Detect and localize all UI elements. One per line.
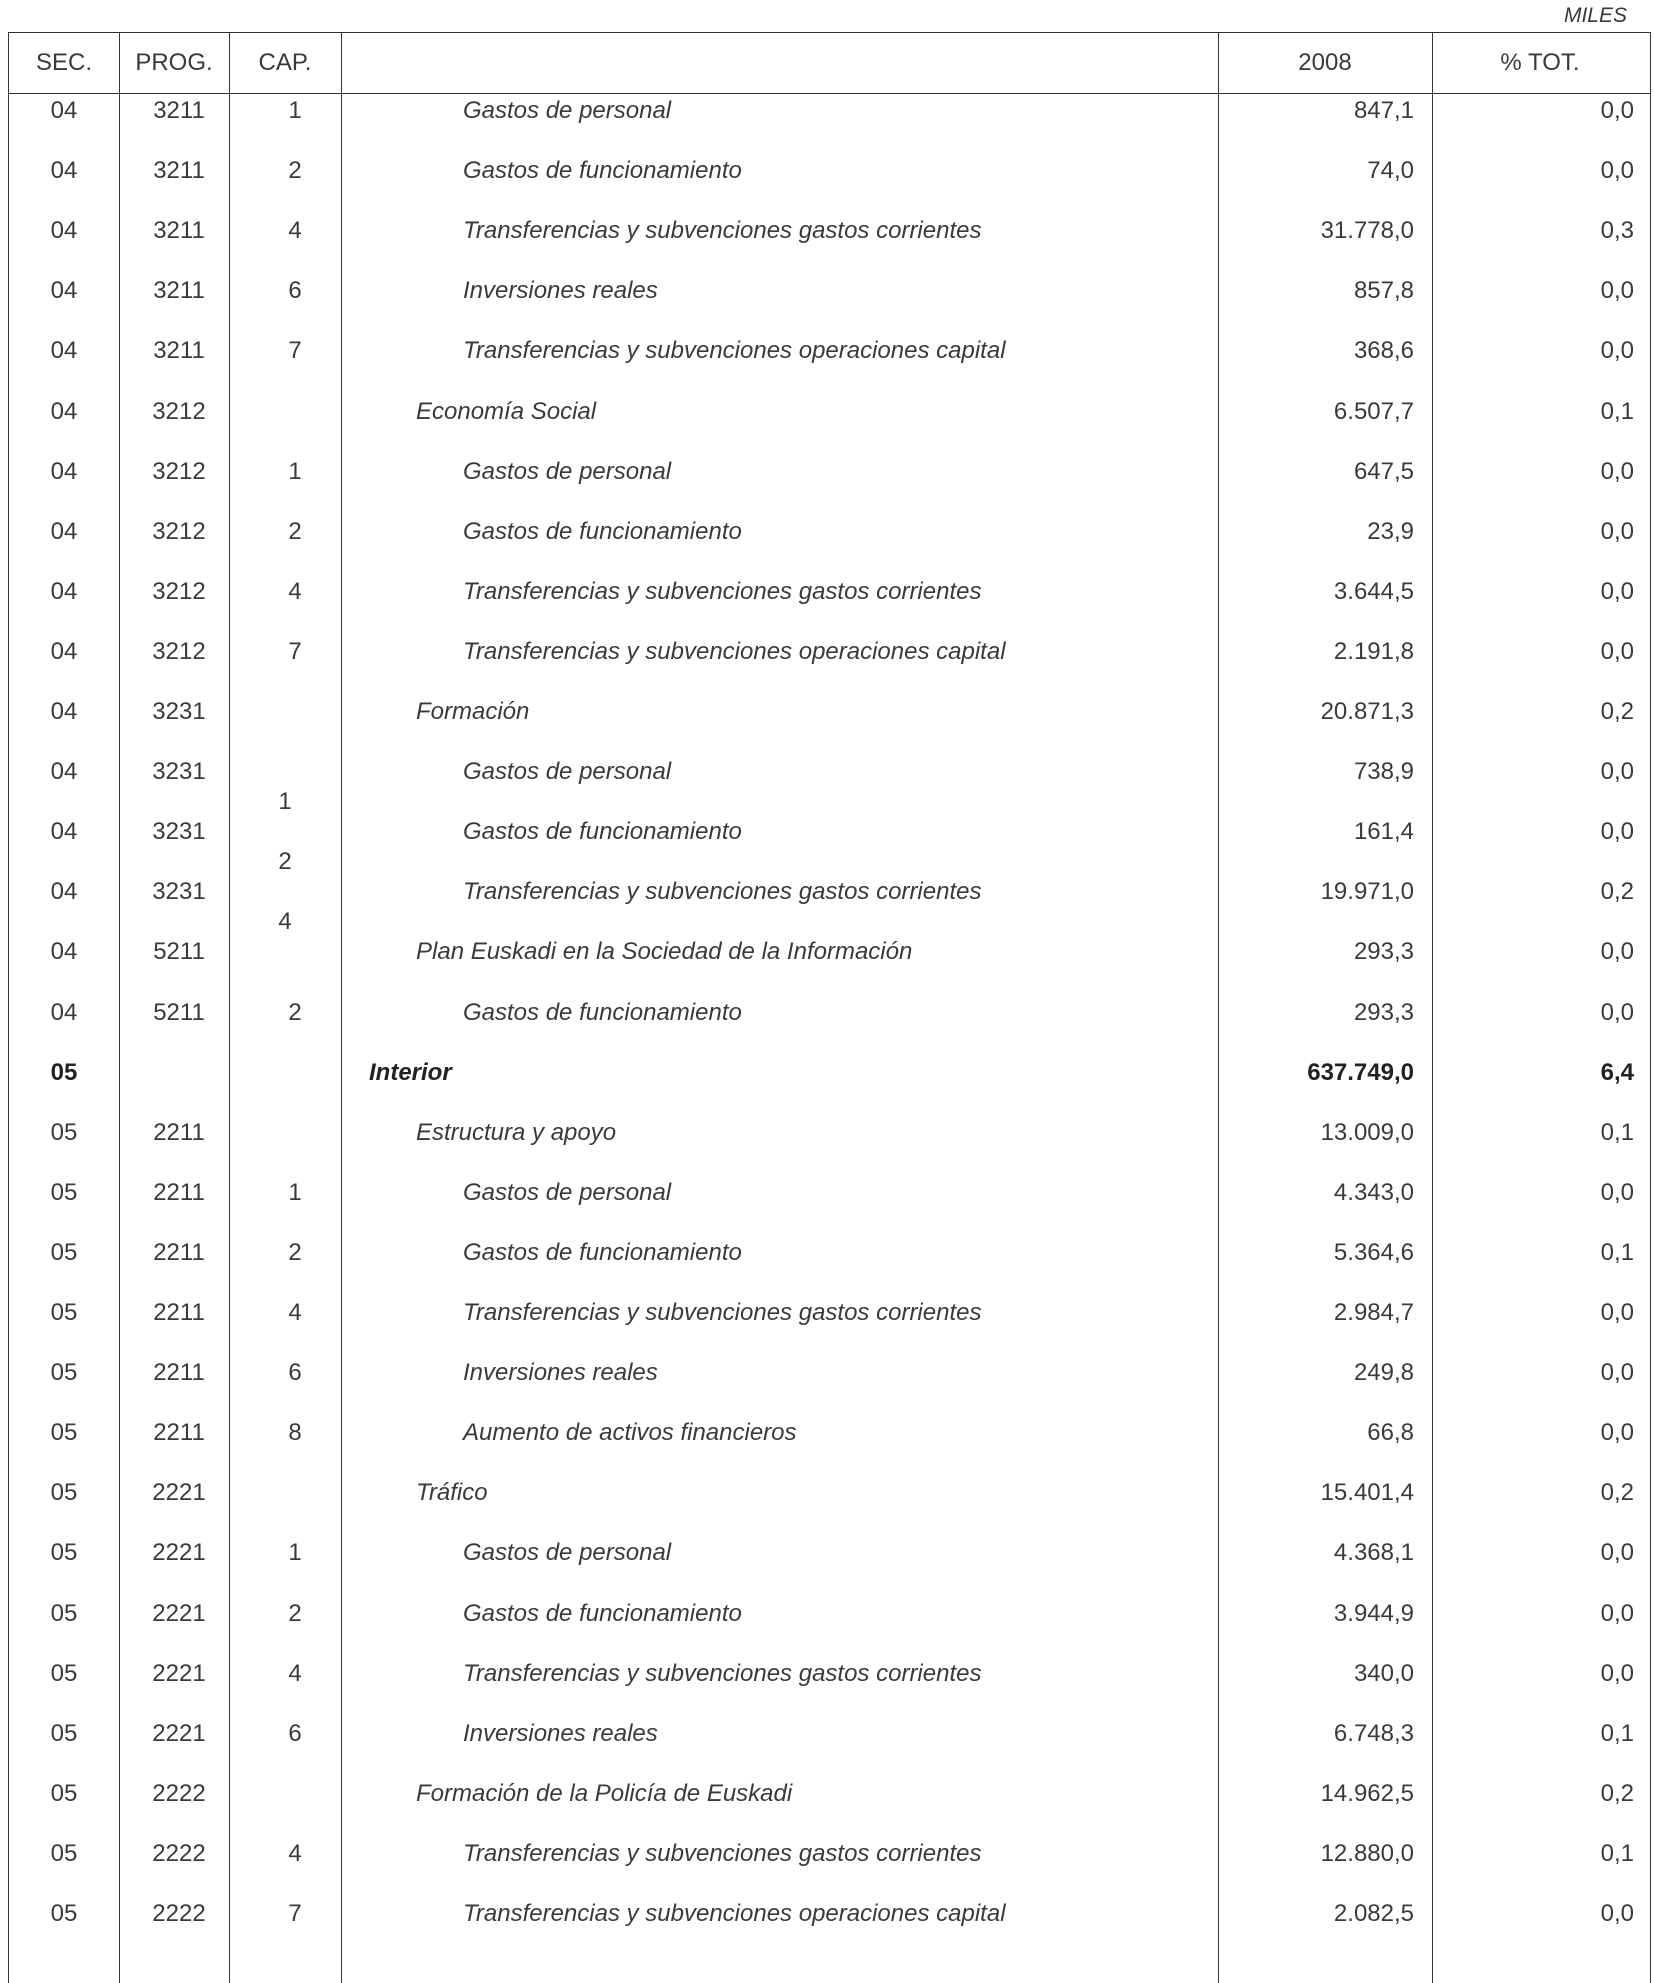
table-row [9,983,1650,1043]
cell-prog: 2222 [152,1900,206,1927]
cell-cap: 7 [288,337,302,365]
table-row [9,622,1650,682]
cell-desc: Formación de la Policía de Euskadi [416,1779,793,1807]
unit-label: MILES [1563,4,1627,27]
table-row [9,261,1650,321]
cell-val: 857,8 [1353,277,1414,305]
cell-desc: Inversiones reales [463,277,658,305]
cell-prog: 3211 [153,277,205,305]
cell-cap: 7 [288,1900,302,1927]
cell-pct: 0,1 [1600,1839,1634,1867]
cell-prog: 2211 [153,1419,205,1447]
cell-desc: Tráfico [416,1479,488,1507]
cell-val: 14.962,5 [1320,1779,1414,1807]
cell-cap: 6 [288,1359,302,1387]
cell-pct: 0,2 [1600,1779,1634,1807]
table-row [9,442,1650,502]
cell-sec: 05 [50,1118,78,1146]
cell-desc: Formación [416,698,530,725]
cell-desc: Gastos de funcionamiento [463,157,742,185]
cell-pct: 0,1 [1600,1719,1634,1747]
cell-prog: 3211 [153,217,205,245]
cell-val: 74,0 [1367,157,1414,185]
cell-sec: 04 [50,878,78,906]
cell-prog: 2221 [152,1539,206,1567]
cell-pct: 6,4 [1600,1058,1634,1086]
cell-cap-offset: 2 [278,848,292,876]
cell-sec: 04 [50,698,78,725]
cell-desc: Transferencias y subvenciones gastos corrientes [463,577,982,605]
cell-val: 161,4 [1353,818,1414,846]
cell-sec: 05 [50,1539,78,1567]
cell-cap: 2 [288,1238,302,1266]
cell-pct: 0,2 [1600,698,1634,725]
header-prog: PROG. [135,49,213,76]
cell-pct: 0,0 [1600,1419,1634,1447]
cell-sec: 04 [50,157,78,185]
table-row [9,1043,1650,1103]
table-row [9,1584,1650,1644]
cell-val: 293,3 [1353,938,1414,966]
cell-prog: 3231 [152,758,206,786]
cell-prog: 5211 [153,998,205,1026]
cell-pct: 0,0 [1600,758,1634,786]
cell-pct: 0,0 [1600,157,1634,185]
cell-sec: 04 [50,818,78,846]
cell-prog: 3231 [152,698,206,725]
table-row [9,502,1650,562]
cell-pct: 0,0 [1600,577,1634,605]
table-row [9,1884,1650,1944]
cell-sec: 05 [50,1839,78,1867]
cell-sec: 04 [50,217,78,245]
cell-pct: 0,0 [1600,457,1634,485]
cell-val: 647,5 [1353,457,1414,485]
cell-pct: 0,0 [1600,637,1634,665]
cell-prog: 3211 [153,337,205,365]
cell-val: 738,9 [1353,758,1414,786]
table-row [9,562,1650,622]
cell-desc: Transferencias y subvenciones operaciones capital [463,337,1006,365]
cell-cap: 2 [288,157,302,185]
cell-desc: Transferencias y subvenciones operaciones capital [463,637,1006,665]
cell-val: 368,6 [1353,337,1414,365]
cell-desc: Gastos de funcionamiento [463,517,742,545]
cell-cap: 2 [288,998,302,1026]
cell-sec: 04 [50,517,78,545]
table-row [9,382,1650,442]
cell-desc: Inversiones reales [463,1359,658,1387]
cell-sec: 05 [50,1419,78,1447]
cell-cap: 1 [288,97,302,124]
table-row [9,1644,1650,1704]
cell-val: 6.748,3 [1333,1719,1414,1747]
cell-cap: 4 [288,217,302,245]
cell-prog: 2211 [153,1178,205,1206]
header-pct: % TOT. [1500,49,1580,76]
cell-val: 19.971,0 [1320,878,1414,906]
cell-sec: 04 [50,397,78,425]
cell-desc: Gastos de personal [463,1178,672,1206]
cell-desc: Transferencias y subvenciones gastos corrientes [463,217,982,245]
cell-cap: 2 [288,1599,302,1627]
cell-sec: 04 [50,637,78,665]
cell-desc: Aumento de activos financieros [463,1419,797,1447]
header-sec: SEC. [35,49,92,76]
cell-val: 31.778,0 [1320,217,1414,245]
cell-prog: 3231 [152,818,206,846]
cell-sec: 04 [50,97,78,124]
cell-sec: 05 [50,1719,78,1747]
cell-val: 2.191,8 [1333,637,1414,665]
cell-desc: Transferencias y subvenciones operaciones capital [463,1900,1006,1927]
cell-desc: Transferencias y subvenciones gastos corrientes [463,1839,982,1867]
cell-pct: 0,0 [1600,1659,1634,1687]
cell-prog: 2221 [152,1719,206,1747]
cell-sec: 05 [50,1900,78,1927]
cell-cap: 4 [288,1839,302,1867]
cell-val: 5.364,6 [1333,1238,1414,1266]
cell-pct: 0,3 [1600,217,1634,245]
cell-pct: 0,0 [1600,97,1634,124]
cell-val: 2.082,5 [1333,1900,1414,1927]
cell-prog: 3212 [152,517,206,545]
cell-sec: 04 [50,998,78,1026]
cell-prog: 3212 [152,457,206,485]
cell-pct: 0,1 [1600,1238,1634,1266]
cell-prog: 2211 [153,1299,205,1326]
budget-table [8,32,1651,1983]
cell-val: 637.749,0 [1307,1058,1414,1086]
table-row [9,1103,1650,1163]
cell-desc: Gastos de funcionamiento [463,1238,742,1266]
cell-pct: 0,0 [1600,337,1634,365]
cell-prog: 3212 [152,397,206,425]
cell-sec: 05 [50,1359,78,1387]
table-row [9,201,1650,261]
table-row [9,1223,1650,1283]
cell-cap: 1 [288,1178,302,1206]
table-row [9,1343,1650,1403]
cell-val: 293,3 [1353,998,1414,1026]
cell-pct: 0,0 [1600,1359,1634,1387]
cell-cap: 7 [288,637,302,665]
cell-val: 13.009,0 [1320,1118,1414,1146]
cell-prog: 3212 [152,637,206,665]
table-row [9,81,1650,141]
cell-pct: 0,0 [1600,1178,1634,1206]
cell-prog: 2221 [152,1599,206,1627]
cell-cap: 1 [288,457,302,485]
cell-prog: 2211 [153,1118,205,1146]
cell-cap: 4 [288,1299,302,1326]
cell-desc: Transferencias y subvenciones gastos corrientes [463,878,982,906]
header-cap: CAP. [258,49,312,76]
cell-val: 2.984,7 [1333,1299,1414,1326]
cell-desc: Gastos de funcionamiento [463,818,742,846]
cell-val: 15.401,4 [1320,1479,1414,1507]
cell-pct: 0,0 [1600,277,1634,305]
cell-desc: Gastos de personal [463,457,672,485]
table-row [9,1824,1650,1884]
cell-desc: Economía Social [416,397,597,425]
cell-sec: 05 [50,1599,78,1627]
cell-prog: 3212 [152,577,206,605]
cell-cap: 1 [288,1539,302,1567]
table-row [9,1764,1650,1824]
table-row [9,1163,1650,1223]
cell-val: 847,1 [1353,97,1414,124]
cell-pct: 0,0 [1600,1900,1634,1927]
table-row [9,321,1650,381]
cell-pct: 0,2 [1600,1479,1634,1507]
cell-desc: Gastos de funcionamiento [463,1599,742,1627]
table-row [9,1704,1650,1764]
cell-desc: Estructura y apoyo [416,1118,617,1146]
cell-pct: 0,0 [1600,998,1634,1026]
cell-desc: Inversiones reales [463,1719,658,1747]
cell-val: 4.343,0 [1333,1178,1414,1206]
cell-cap: 6 [288,1719,302,1747]
cell-pct: 0,0 [1600,938,1634,966]
cell-sec: 05 [50,1479,78,1507]
cell-val: 6.507,7 [1333,397,1414,425]
cell-sec: 04 [50,758,78,786]
cell-prog: 3211 [153,157,205,185]
cell-sec: 05 [50,1779,78,1807]
cell-prog: 2222 [152,1839,206,1867]
cell-desc: Transferencias y subvenciones gastos corrientes [463,1299,982,1326]
cell-sec: 04 [50,457,78,485]
table-row [9,1463,1650,1523]
cell-val: 249,8 [1353,1359,1414,1387]
cell-val: 3.644,5 [1333,577,1414,605]
cell-desc: Interior [369,1058,452,1086]
cell-prog: 3211 [153,97,205,124]
cell-prog: 2211 [153,1359,205,1387]
cell-cap-offset: 1 [278,788,292,816]
cell-pct: 0,1 [1600,1118,1634,1146]
cell-sec: 05 [50,1178,78,1206]
cell-val: 4.368,1 [1333,1539,1414,1567]
cell-sec: 04 [50,277,78,305]
cell-val: 66,8 [1367,1419,1414,1447]
cell-val: 3.944,9 [1333,1599,1414,1627]
cell-pct: 0,2 [1600,878,1634,906]
cell-desc: Gastos de personal [463,97,672,124]
cell-pct: 0,0 [1600,517,1634,545]
cell-cap: 4 [288,1659,302,1687]
cell-pct: 0,1 [1600,397,1634,425]
cell-pct: 0,0 [1600,1299,1634,1326]
table-row [9,682,1650,742]
cell-prog: 5211 [153,938,205,966]
cell-val: 23,9 [1367,517,1414,545]
cell-cap-offset: 4 [278,908,292,936]
table-row [9,1523,1650,1583]
cell-desc: Gastos de funcionamiento [463,998,742,1026]
table-row [9,141,1650,201]
cell-cap: 2 [288,517,302,545]
cell-prog: 2221 [152,1479,206,1507]
cell-pct: 0,0 [1600,1539,1634,1567]
cell-desc: Gastos de personal [463,758,672,786]
cell-sec: 04 [50,938,78,966]
cell-sec: 05 [50,1238,78,1266]
cell-sec: 04 [50,337,78,365]
cell-prog: 3231 [152,878,206,906]
cell-pct: 0,0 [1600,818,1634,846]
cell-cap: 6 [288,277,302,305]
cell-val: 20.871,3 [1320,698,1414,725]
cell-desc: Transferencias y subvenciones gastos corrientes [463,1659,982,1687]
cell-prog: 2222 [152,1779,206,1807]
cell-sec: 04 [50,577,78,605]
cell-desc: Plan Euskadi en la Sociedad de la Información [416,938,913,966]
cell-desc: Gastos de personal [463,1539,672,1567]
header-year: 2008 [1298,49,1352,76]
table-row [9,1403,1650,1463]
cell-val: 340,0 [1353,1659,1414,1687]
cell-prog: 2211 [153,1238,205,1266]
cell-cap: 4 [288,577,302,605]
cell-prog: 2221 [152,1659,206,1687]
cell-sec: 05 [50,1299,78,1326]
cell-pct: 0,0 [1600,1599,1634,1627]
cell-sec: 05 [50,1659,78,1687]
cell-cap: 8 [288,1419,302,1447]
table-row [9,1283,1650,1343]
cell-sec: 05 [50,1058,78,1086]
cell-val: 12.880,0 [1320,1839,1414,1867]
